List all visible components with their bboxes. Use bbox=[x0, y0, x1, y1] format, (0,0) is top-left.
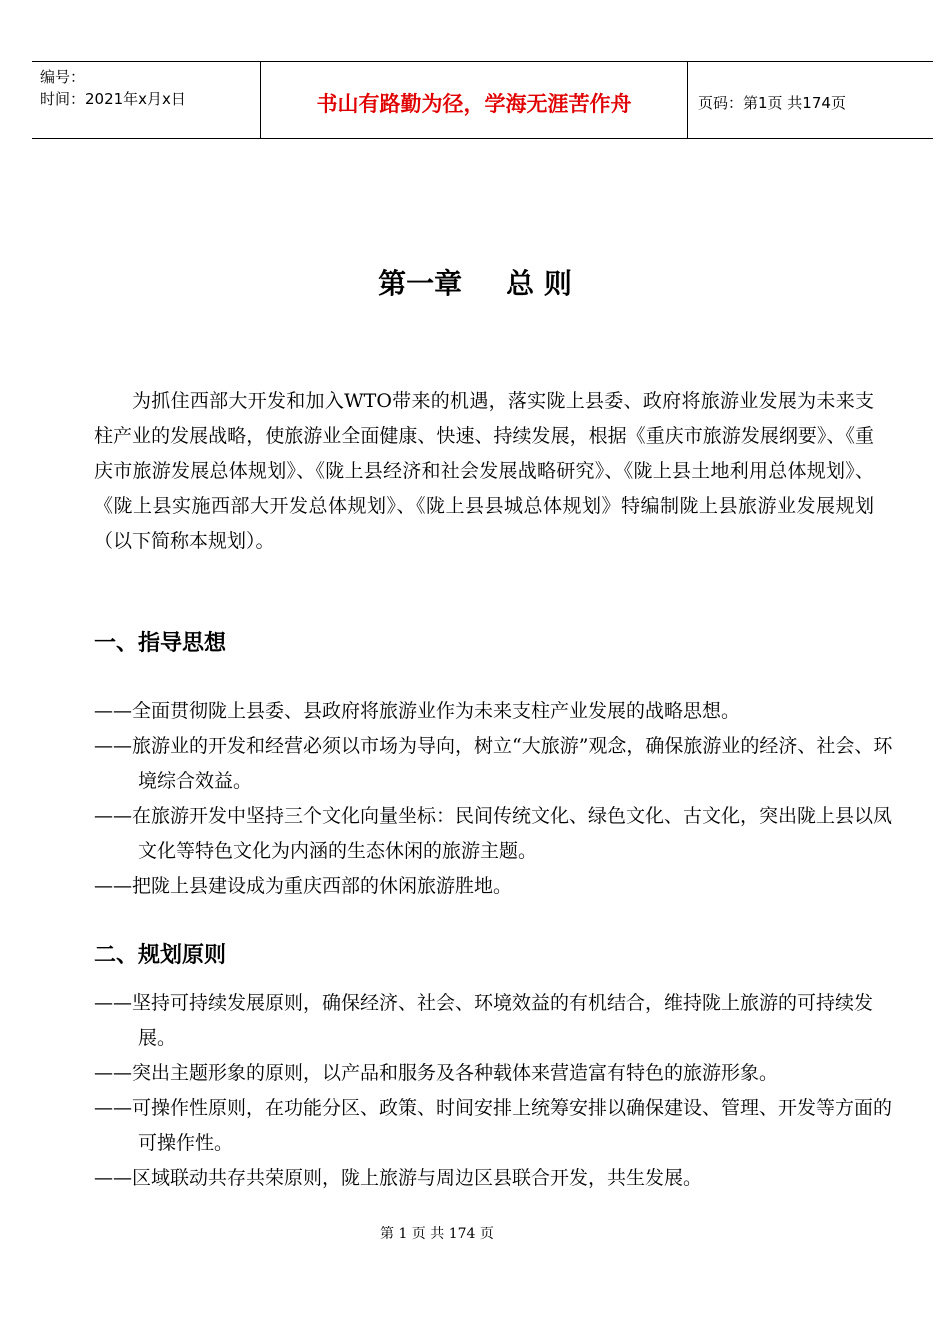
section-heading-guiding: 一、指导思想 bbox=[94, 631, 227, 656]
date-label: 时间：2021年x月x日 bbox=[40, 90, 186, 108]
list-item: ——旅游业的开发和经营必须以市场为导向，树立“大旅游”观念，确保旅游业的经济、社会、环境综合效益。 bbox=[94, 735, 893, 792]
code-label: 编号： bbox=[40, 68, 86, 86]
page-header bbox=[32, 61, 933, 139]
guiding-list bbox=[94, 694, 894, 904]
list-item: ——突出主题形象的原则，以产品和服务及各种载体来营造富有特色的旅游形象。 bbox=[94, 1062, 779, 1084]
section-heading-principles: 二、规划原则 bbox=[94, 943, 227, 968]
list-item: ——把陇上县建设成为重庆西部的休闲旅游胜地。 bbox=[94, 875, 513, 897]
intro-paragraph: 为抓住西部大开发和加入WTO带来的机遇，落实陇上县委、政府将旅游业发展为未来支柱产业的发展战略，使旅游业全面健康、快速、持续发展，根据《重庆市旅游发展纲要》、《重庆市旅游发展总体规划》、《陇上县经济和社会发展战略研究》、《陇上县土地利用总体规划》、《陇上县实施西部大开发总体规划》、《陇上县县城总体规划》特编制陇上县旅游业发展规划（以下简称本规划）。 bbox=[94, 390, 874, 552]
header-divider bbox=[687, 62, 688, 139]
list-item: ——区域联动共存共荣原则，陇上旅游与周边区县联合开发，共生发展。 bbox=[94, 1167, 703, 1189]
page-footer: 第 1 页 共 174 页 bbox=[380, 1226, 494, 1242]
list-item: ——在旅游开发中坚持三个文化向量坐标：民间传统文化、绿色文化、古文化，突出陇上县以凤文化等特色文化为内涵的生态休闲的旅游主题。 bbox=[94, 805, 893, 862]
list-item: ——可操作性原则，在功能分区、政策、时间安排上统筹安排以确保建设、管理、开发等方面的可操作性。 bbox=[94, 1097, 893, 1154]
chapter-name: 总 则 bbox=[506, 267, 572, 300]
list-item: ——坚持可持续发展原则，确保经济、社会、环境效益的有机结合，维持陇上旅游的可持续发展。 bbox=[94, 992, 874, 1049]
chapter-number: 第一章 bbox=[378, 267, 463, 300]
header-meta bbox=[40, 66, 186, 110]
list-item: ——全面贯彻陇上县委、县政府将旅游业作为未来支柱产业发展的战略思想。 bbox=[94, 700, 741, 722]
chapter-title bbox=[0, 262, 950, 302]
principles-list bbox=[94, 986, 894, 1196]
header-page-info: 页码：第1页 共174页 bbox=[698, 94, 846, 112]
header-motto: 书山有路勤为径，学海无涯苦作舟 bbox=[316, 92, 632, 116]
